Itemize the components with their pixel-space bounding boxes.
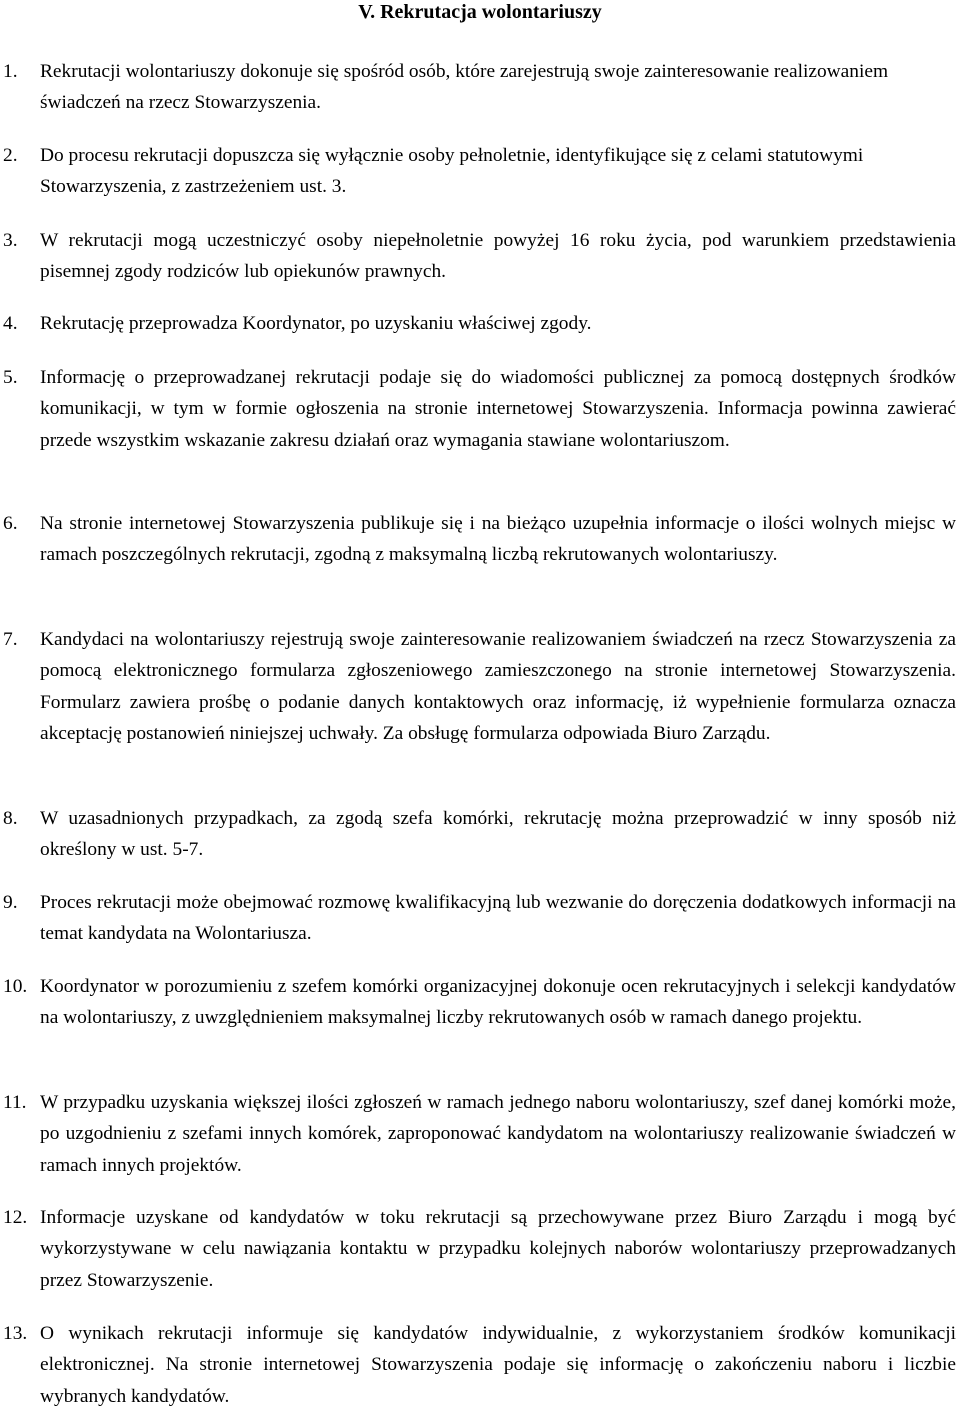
list-item bbox=[0, 1202, 960, 1296]
item-number: 2. bbox=[3, 145, 18, 166]
item-text: O wynikach rekrutacji informuje się kandydatów indywidualnie, z wykorzystaniem środków komunikacji elektronicznej. Na stronie internetowej Stowarzyszenia podaje się informację o zakończeniu naboru i liczbie wybranych kandydatów. bbox=[40, 1323, 956, 1407]
item-number: 13. bbox=[3, 1323, 28, 1344]
item-text: Rekrutacji wolontariuszy dokonuje się spośród osób, które zarejestrują swoje zainteresowanie realizowaniem świadczeń na rzecz Stowarzyszenia. bbox=[40, 61, 889, 114]
item-text: Proces rekrutacji może obejmować rozmowę kwalifikacyjną lub wezwanie do doręczenia dodatkowych informacji na temat kandydata na Wolontariusza. bbox=[40, 892, 956, 945]
item-text: Informacje uzyskane od kandydatów w toku rekrutacji są przechowywane przez Biuro Zarządu i mogą być wykorzystywane w celu nawiązania kontaktu w przypadku kolejnych naborów wolontariuszy przeprowadzanych przez Stowarzyszenie. bbox=[40, 1207, 956, 1291]
list-item bbox=[0, 803, 960, 866]
list-item bbox=[0, 225, 960, 288]
item-text: W rekrutacji mogą uczestniczyć osoby niepełnoletnie powyżej 16 roku życia, pod warunkiem przedstawienia pisemnej zgody rodziców lub opiekunów prawnych. bbox=[40, 230, 956, 283]
list-item bbox=[0, 508, 960, 571]
item-text: Koordynator w porozumieniu z szefem komórki organizacyjnej dokonuje ocen rekrutacyjnych i selekcji kandydatów na wolontariuszy, z uwzględnieniem maksymalnej liczby rekrutowanych osób w ramach danego projektu. bbox=[40, 976, 956, 1029]
item-text: Informację o przeprowadzanej rekrutacji podaje się do wiadomości publicznej za pomocą dostępnych środków komunikacji, w tym w formie ogłoszenia na stronie internetowej Stowarzyszenia. Informacja powinna zawierać przede wszystkim wskazanie zakresu działań oraz wymagania stawiane wolontariuszom. bbox=[40, 367, 956, 451]
item-number: 3. bbox=[3, 230, 18, 251]
list-item bbox=[0, 56, 960, 119]
list-item bbox=[0, 1318, 960, 1412]
item-text: W uzasadnionych przypadkach, za zgodą szefa komórki, rekrutację można przeprowadzić w inny sposób niż określony w ust. 5-7. bbox=[40, 808, 956, 861]
item-number: 4. bbox=[3, 313, 18, 334]
list-item bbox=[0, 887, 960, 950]
item-number: 11. bbox=[3, 1092, 27, 1113]
item-number: 8. bbox=[3, 808, 18, 829]
item-number: 10. bbox=[3, 976, 28, 997]
item-number: 1. bbox=[3, 61, 18, 82]
item-text: W przypadku uzyskania większej ilości zgłoszeń w ramach jednego naboru wolontariuszy, szef danej komórki może, po uzgodnieniu z szefami innych komórek, zaproponować kandydatom na wolontariuszy realizowanie świadczeń w ramach innych projektów. bbox=[40, 1092, 956, 1176]
item-text: Na stronie internetowej Stowarzyszenia publikuje się i na bieżąco uzupełnia informacje o ilości wolnych miejsc w ramach poszczególnych rekrutacji, zgodną z maksymalną liczbą rekrutowanych wolontariuszy. bbox=[40, 513, 956, 566]
section-title: V. Rekrutacja wolontariuszy bbox=[358, 1, 602, 23]
list-item bbox=[0, 308, 960, 339]
item-number: 6. bbox=[3, 513, 18, 534]
list-item bbox=[0, 1087, 960, 1181]
item-number: 7. bbox=[3, 629, 18, 650]
item-text: Do procesu rekrutacji dopuszcza się wyłącznie osoby pełnoletnie, identyfikujące się z celami statutowymi Stowarzyszenia, z zastrzeżeniem ust. 3. bbox=[40, 145, 864, 198]
list-item bbox=[0, 624, 960, 749]
item-number: 9. bbox=[3, 892, 18, 913]
item-number: 12. bbox=[3, 1207, 28, 1228]
item-number: 5. bbox=[3, 367, 18, 388]
list-item bbox=[0, 362, 960, 456]
list-item bbox=[0, 140, 960, 203]
list-item bbox=[0, 971, 960, 1034]
item-text: Rekrutację przeprowadza Koordynator, po uzyskaniu właściwej zgody. bbox=[40, 313, 592, 334]
item-text: Kandydaci na wolontariuszy rejestrują swoje zainteresowanie realizowaniem świadczeń na rzecz Stowarzyszenia za pomocą elektronicznego formularza zgłoszeniowego zamieszczonego na stronie internetowej Stowarzyszenia. Formularz zawiera prośbę o podanie danych kontaktowych oraz informację, iż wypełnienie formularza oznacza akceptację postanowień niniejszej uchwały. Za obsługę formularza odpowiada Biuro Zarządu. bbox=[40, 629, 956, 744]
